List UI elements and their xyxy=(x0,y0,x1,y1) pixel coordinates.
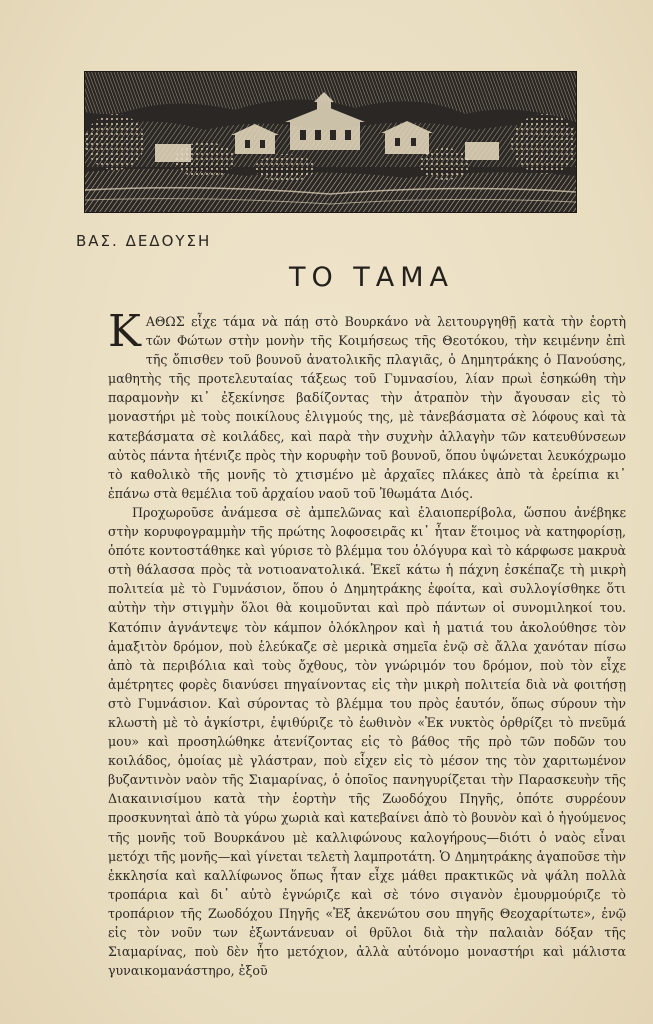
article-body xyxy=(108,306,626,980)
paragraph-2: Προχωροῦσε ἀνάμεσα σὲ ἀμπελῶνας καὶ ἐλαιοπερίβολα, ὥσπου ἀνέβηκε στὴν κορυφογραμμὴν τῆς πρώτης λοφοσειρᾶς κι᾽ ἦταν ἕτοιμος νὰ κατηφορίσῃ, ὁπότε κοντοστάθηκε καὶ γύρισε τὸ βλέμμα του ὁλόγυρα καὶ τὸ κάρφωσε μακρυὰ στὴ θάλασσα πρὸς τὰ νοτιοανατολικά. Ἐκεῖ κάτω ἡ πάχνη ἐσκέπαζε τὴ μικρὴ πολιτεία μὲ τὸ Γυμνάσιον, ὅπου ὁ Δημητράκης ἐφοίτα, καὶ συλλογίσθηκε ὅτι αὐτὴν τὴν στιγμὴν ὅλοι θὰ κοιμοῦνται καὶ πρὸ πάντων οἱ συνομιληκοί του. Κατόπιν ἀγνάντεψε τὸν κάμπον ὁλόκληρον καὶ ἡ ματιά του ἀκολούθησε τὸν ἁμαξιτὸν δρόμον, ποὺ ἑλεύκαζε σὲ μερικὰ σημεῖα ἐνῷ σὲ ἄλλα χανόταν πίσω ἀπὸ τὰ περιβόλια καὶ τοὺς ὄχθους, τὸν γνώριμόν του δρόμον, ποὺ τὸν εἶχε ἀμέτρητες φορὲς διανύσει πηγαίνοντας εἰς τὴν μικρὴ πολιτεία διὰ νὰ φοιτήσῃ στὸ Γυμνάσιον. Καὶ σύροντας τὸ βλέμμα του πρὸς ἑαυτόν, ὅπως σύρουν τὴν κλωστὴ μὲ τὸ ἀγκίστρι, ἐψιθύριζε τὸ ἑωθινὸν «Ἐκ νυκτὸς ὀρθρίζει τὸ πνεῦμά μου» καὶ προσηλώθηκε ἀτενίζοντας εἰς τὸ βάθος τῆς πρὸ τῶν ποδῶν του κοιλάδος, ὁμοίας μὲ γλάστραν, ποὺ εἶχεν εἰς τὸ μέσον της τὸν χαριτωμένον βυζαντινὸν ναὸν τῆς Σιαμαρίνας, ὁ ὁποῖος πανηγυρίζεται τὴν Παρασκευὴν τῆς Διακαινισίμου κατὰ τὴν ἑορτὴν τῆς Ζωοδόχου Πηγῆς, ὁπότε συρρέουν προσκυνηταὶ ἀπὸ τὰ γύρω χωριὰ καὶ κατεβαίνει ἀπὸ τὸ βουνὸν καὶ ὁ ἡγούμενος τῆς μονῆς τοῦ Βουρκάνου μὲ καλλιφώνους καλογήρους—διότι ὁ ναὸς εἶναι μετόχι τῆς μονῆς—καὶ γίνεται τελετὴ λαμπροτάτη. Ὁ Δημητράκης ἀγαποῦσε τὴν ἐκκλησία καὶ καλλίφωνος ὅπως ἦταν εἶχε μάθει πρακτικῶς νὰ ψάλη πολλὰ τροπάρια καὶ δι᾽ αὐτὸ ἐγνώριζε καὶ σὲ τόνο σιγανὸν ἐμουρμούριζε τὸ τροπάριον τῆς Ζωοδόχου Πηγῆς «Ἐξ ἀκενώτου σου πηγῆς Θεοχαρίτωτε», ἐνῷ εἰς τὸν νοῦν των ἐξωντάνευαν οἱ θρῦλοι διὰ τὴν παλαιὰν δόξαν τῆς Σιαμαρίνας, ποὺ δὲν ἦτο μετόχιον, ἀλλὰ αὐτόνομο μοναστήρι καὶ μάλιστα γυναικομανάστηρο, ἐξοῦ xyxy=(108,504,626,979)
paragraph-1-text: ΑΘΩΣ εἶχε τάμα νὰ πάῃ στὸ Βουρκάνο νὰ λειτουργηθῇ κατὰ τὴν ἑορτὴ τῶν Φώτων στὴν μονὴν τῆς Κοιμήσεως τῆς Θεοτόκου, τὴν κειμένην ἐπὶ τῆς ὄπισθεν τοῦ βουνοῦ ἀνατολικῆς πλαγιᾶς, ὁ Δημητράκης ὁ Πανούσης, μαθητὴς τῆς προτελευταίας τάξεως τοῦ Γυμνασίου, λίαν πρωὶ ἐσηκώθη τὴν παραμονὴν κι᾽ ἐξεκίνησε βαδίζοντας τὴν ἀτραπὸν τὴν ἄγουσαν εἰς τὸ μοναστήρι μὲ τοὺς ποικίλους ἑλιγμούς της, μὲ τἀνεβάσματα σὲ λόφους καὶ τὰ κατεβάσματα σὲ κοιλάδες, καὶ παρὰ τὴν συχνὴν ἀλλαγὴν τῶν κατευθύνσεων αὐτὸς πάντα ἠτένιζε πρὸς τὴν κορυφὴν τοῦ βουνοῦ, ὅπου ὑψώνεται λευκόχρωμο τὸ καθολικὸ τῆς μονῆς τὸ χτισμένο μὲ ἀρχαῖες πλάκες ἀπὸ τὰ ἐρείπια κι᾽ ἐπάνω στὰ θεμέλια τοῦ ἀρχαίου ναοῦ τοῦ Ἰθωμάτα Διός. xyxy=(108,314,626,501)
engraving-illustration xyxy=(85,72,576,212)
engraved-church-landscape-icon xyxy=(84,71,577,213)
article-title: ΤΟ ΤΑΜΑ xyxy=(288,262,455,293)
paragraph-1 xyxy=(108,306,626,503)
author-byline: ΒΑΣ. ΔΕΔΟΥΣΗ xyxy=(76,232,212,250)
drop-cap: Κ xyxy=(108,306,141,357)
